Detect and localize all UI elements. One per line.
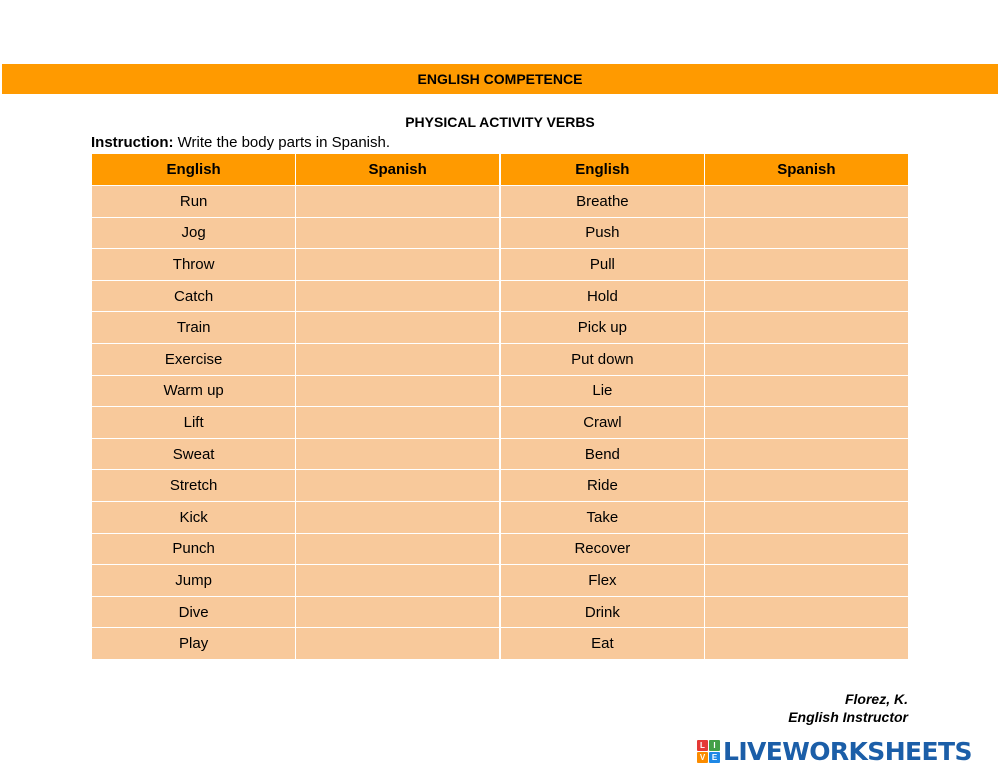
table-row: [92, 533, 909, 565]
spanish-answer-left[interactable]: [296, 628, 500, 660]
table-row: [92, 249, 909, 281]
table-row: [92, 628, 909, 660]
english-verb-right: Put down: [500, 343, 704, 375]
header-spanish-left: Spanish: [296, 154, 500, 186]
header-english-left: English: [92, 154, 296, 186]
table-row: [92, 596, 909, 628]
spanish-answer-right[interactable]: [704, 438, 908, 470]
spanish-answer-left[interactable]: [296, 217, 500, 249]
english-verb-left: Sweat: [92, 438, 296, 470]
table-row: [92, 375, 909, 407]
english-verb-left: Dive: [92, 596, 296, 628]
english-verb-right: Breathe: [500, 186, 704, 218]
table-row: [92, 407, 909, 439]
english-verb-right: Pull: [500, 249, 704, 281]
english-verb-left: Run: [92, 186, 296, 218]
spanish-answer-left[interactable]: [296, 438, 500, 470]
spanish-answer-right[interactable]: [704, 186, 908, 218]
logo-cube: V: [697, 752, 708, 763]
english-verb-right: Pick up: [500, 312, 704, 344]
english-verb-right: Ride: [500, 470, 704, 502]
english-verb-left: Catch: [92, 280, 296, 312]
spanish-answer-right[interactable]: [704, 565, 908, 597]
logo-cube: L: [697, 740, 708, 751]
spanish-answer-right[interactable]: [704, 628, 908, 660]
english-verb-left: Play: [92, 628, 296, 660]
spanish-answer-left[interactable]: [296, 407, 500, 439]
english-verb-left: Punch: [92, 533, 296, 565]
banner-title: ENGLISH COMPETENCE: [417, 71, 583, 87]
table-row: [92, 470, 909, 502]
spanish-answer-left[interactable]: [296, 343, 500, 375]
spanish-answer-left[interactable]: [296, 186, 500, 218]
instruction-text: Write the body parts in Spanish.: [177, 134, 391, 151]
table-row: [92, 312, 909, 344]
spanish-answer-left[interactable]: [296, 312, 500, 344]
logo-text: LIVEWORKSHEETS: [723, 737, 972, 766]
spanish-answer-right[interactable]: [704, 249, 908, 281]
spanish-answer-left[interactable]: [296, 501, 500, 533]
english-verb-right: Drink: [500, 596, 704, 628]
spanish-answer-right[interactable]: [704, 407, 908, 439]
spanish-answer-right[interactable]: [704, 596, 908, 628]
instruction: [91, 134, 390, 151]
spanish-answer-left[interactable]: [296, 533, 500, 565]
english-verb-right: Push: [500, 217, 704, 249]
logo-cube: E: [709, 752, 720, 763]
spanish-answer-left[interactable]: [296, 280, 500, 312]
table-header-row: [92, 154, 909, 186]
signature-name: Florez, K.: [844, 691, 908, 707]
table-row: [92, 217, 909, 249]
spanish-answer-right[interactable]: [704, 501, 908, 533]
english-verb-right: Bend: [500, 438, 704, 470]
spanish-answer-right[interactable]: [704, 533, 908, 565]
table-row: [92, 186, 909, 218]
table-row: [92, 501, 909, 533]
spanish-answer-right[interactable]: [704, 343, 908, 375]
english-verb-right: Recover: [500, 533, 704, 565]
english-verb-right: Crawl: [500, 407, 704, 439]
english-verb-left: Stretch: [92, 470, 296, 502]
english-verb-left: Kick: [92, 501, 296, 533]
liveworksheets-logo: [697, 737, 972, 766]
instruction-label: Instruction:: [91, 134, 174, 151]
english-verb-left: Jog: [92, 217, 296, 249]
signature-role: English Instructor: [788, 709, 908, 725]
table-row: [92, 438, 909, 470]
spanish-answer-left[interactable]: [296, 375, 500, 407]
header-banner: [2, 64, 998, 94]
english-verb-left: Throw: [92, 249, 296, 281]
english-verb-right: Eat: [500, 628, 704, 660]
verbs-table: [91, 153, 909, 660]
header-english-right: English: [500, 154, 704, 186]
table-row: [92, 565, 909, 597]
english-verb-right: Hold: [500, 280, 704, 312]
signature: [788, 690, 908, 726]
english-verb-left: Train: [92, 312, 296, 344]
spanish-answer-right[interactable]: [704, 312, 908, 344]
english-verb-left: Exercise: [92, 343, 296, 375]
english-verb-left: Warm up: [92, 375, 296, 407]
table-row: [92, 280, 909, 312]
page-title: PHYSICAL ACTIVITY VERBS: [405, 114, 595, 130]
spanish-answer-left[interactable]: [296, 249, 500, 281]
english-verb-left: Lift: [92, 407, 296, 439]
spanish-answer-left[interactable]: [296, 470, 500, 502]
header-spanish-right: Spanish: [704, 154, 908, 186]
english-verb-right: Flex: [500, 565, 704, 597]
spanish-answer-left[interactable]: [296, 565, 500, 597]
spanish-answer-right[interactable]: [704, 375, 908, 407]
logo-cubes-icon: [697, 740, 720, 763]
table-row: [92, 343, 909, 375]
logo-cube: I: [709, 740, 720, 751]
english-verb-right: Take: [500, 501, 704, 533]
english-verb-left: Jump: [92, 565, 296, 597]
spanish-answer-left[interactable]: [296, 596, 500, 628]
spanish-answer-right[interactable]: [704, 280, 908, 312]
spanish-answer-right[interactable]: [704, 470, 908, 502]
english-verb-right: Lie: [500, 375, 704, 407]
spanish-answer-right[interactable]: [704, 217, 908, 249]
